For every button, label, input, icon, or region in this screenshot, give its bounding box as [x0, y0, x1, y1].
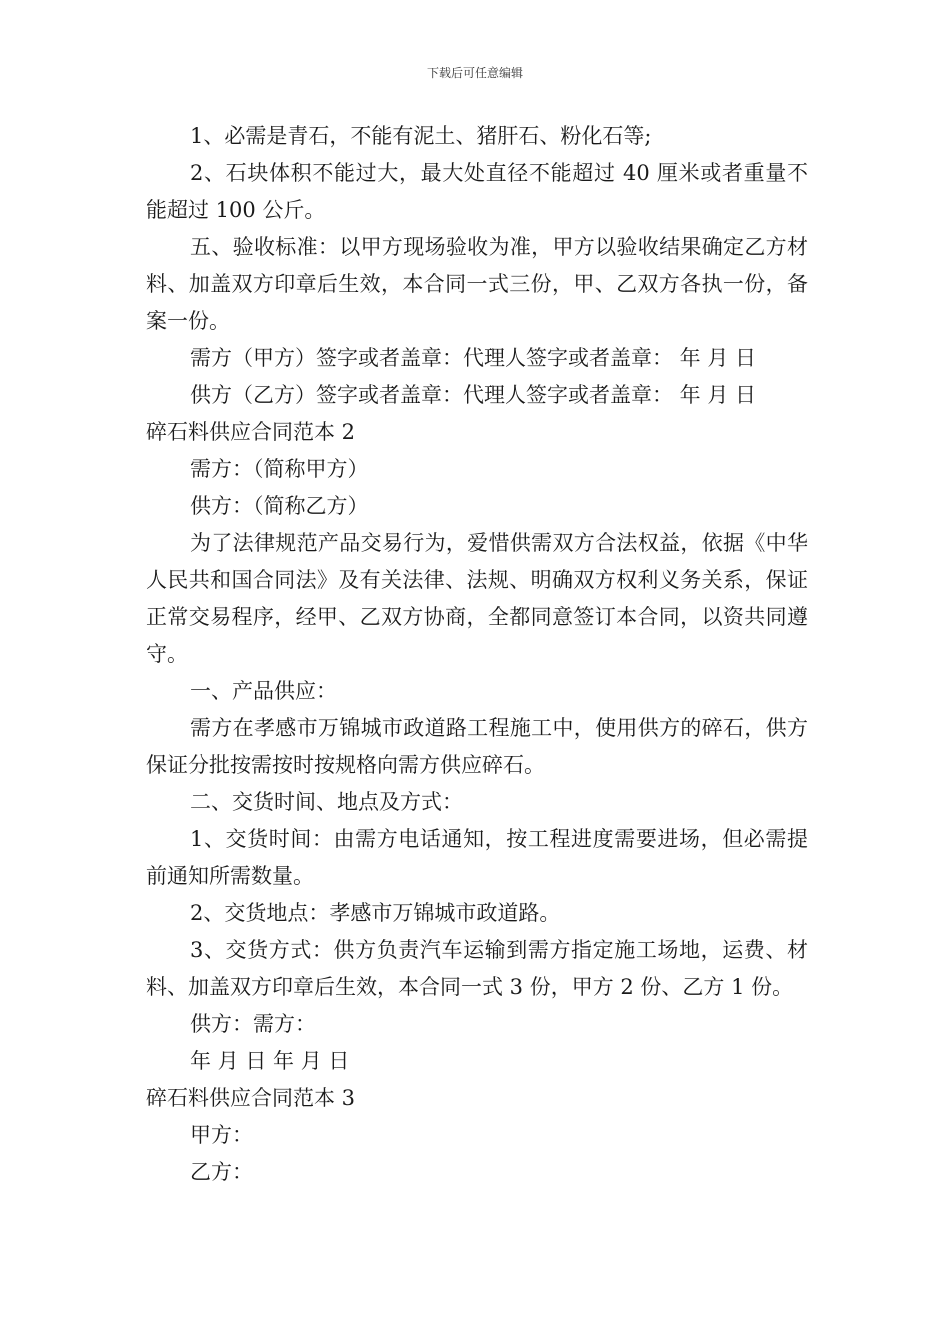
section-title: 碎石料供应合同范本 2 [146, 420, 356, 444]
paragraph: 1、必需是青石，不能有泥土、猪肝石、粉化石等; [190, 124, 652, 148]
signature-line: 供方（乙方）签字或者盖章：代理人签字或者盖章： 年 月 日 [190, 383, 757, 407]
paragraph: 1、交货时间：由需方电话通知，按工程进度需要进场，但必需提前通知所需数量。 [146, 827, 808, 888]
clause-heading: 一、产品供应： [190, 679, 337, 703]
page-header: 下载后可任意编辑 [426, 66, 523, 80]
paragraph: 需方在孝感市万锦城市政道路工程施工中，使用供方的碎石，供方保证分批按需按时按规格向需方供应碎石。 [146, 716, 808, 777]
party-line: 供方：（简称乙方） [190, 494, 369, 518]
paragraph: 2、石块体积不能过大，最大处直径不能超过 40 厘米或者重量不能超过 100 公斤。 [146, 161, 808, 222]
clause-heading: 二、交货时间、地点及方式： [190, 790, 463, 814]
paragraph: 五、验收标准：以甲方现场验收为准，甲方以验收结果确定乙方材料、加盖双方印章后生效，本合同一式三份，甲、乙双方各执一份，备案一份。 [146, 235, 808, 333]
signature-line: 需方（甲方）签字或者盖章：代理人签字或者盖章： 年 月 日 [190, 346, 757, 370]
paragraph: 3、交货方式：供方负责汽车运输到需方指定施工场地，运费、材料、加盖双方印章后生效，本合同一式 3 份，甲方 2 份、乙方 1 份。 [146, 938, 808, 999]
document-body [146, 118, 808, 1191]
party-line: 甲方： [190, 1123, 253, 1147]
section-title: 碎石料供应合同范本 3 [146, 1086, 356, 1110]
signature-line: 供方：需方： [190, 1012, 316, 1036]
date-line: 年 月 日 年 月 日 [190, 1049, 350, 1073]
paragraph: 为了法律规范产品交易行为，爱惜供需双方合法权益，依据《中华人民共和国合同法》及有关法律、法规、明确双方权利义务关系，保证正常交易程序，经甲、乙双方协商，全都同意签订本合同，以资共同遵守。 [146, 531, 808, 666]
paragraph: 2、交货地点：孝感市万锦城市政道路。 [190, 901, 561, 925]
party-line: 乙方： [190, 1160, 253, 1184]
party-line: 需方：（简称甲方） [190, 457, 369, 481]
